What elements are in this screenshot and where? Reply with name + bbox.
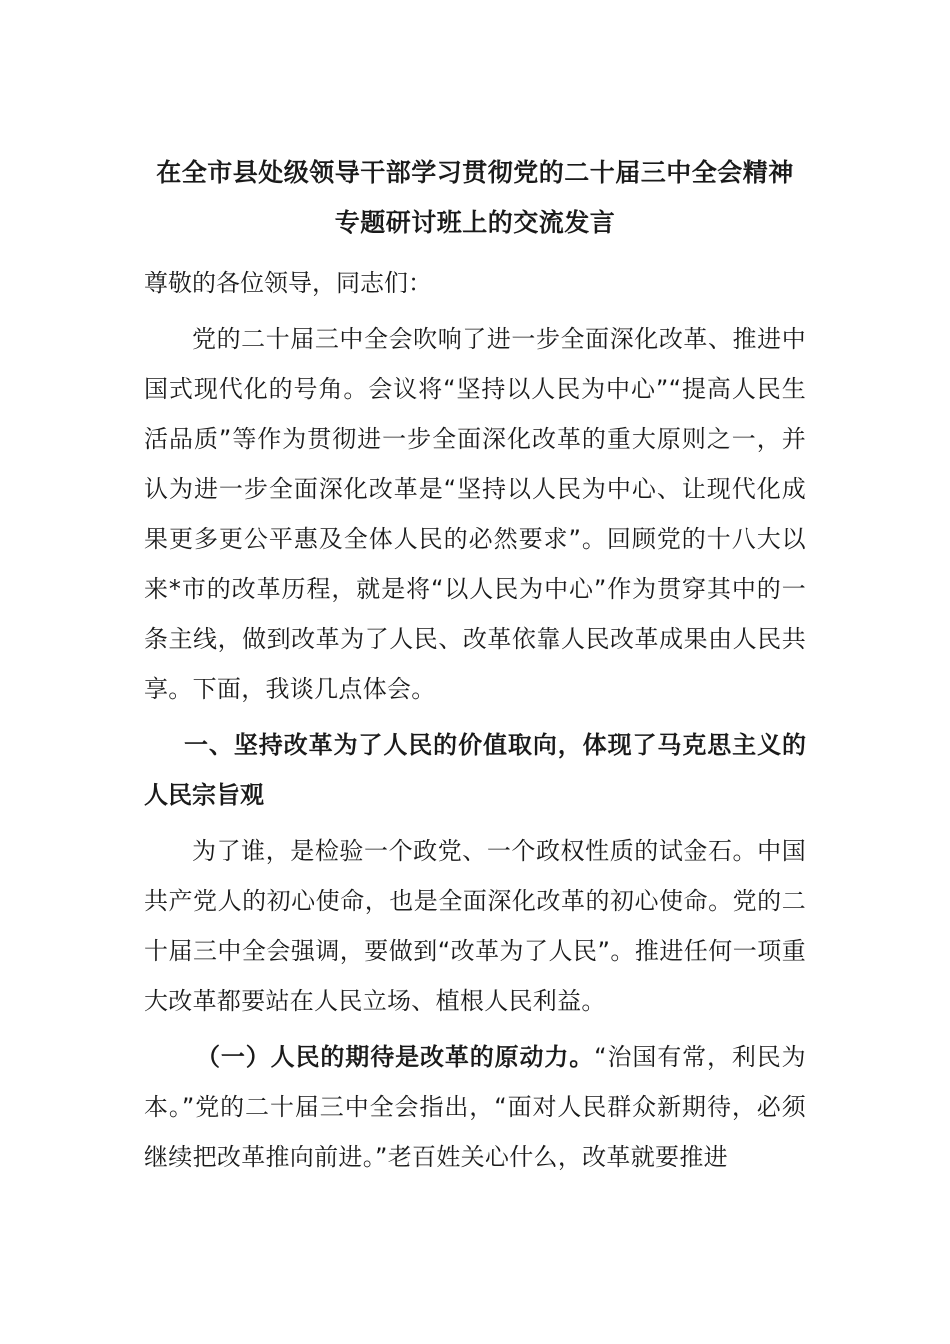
document-title <box>144 148 806 248</box>
intro-paragraph: 党的二十届三中全会吹响了进一步全面深化改革、推进中国式现代化的号角。会议将“坚持以人民为中心”“提高人民生活品质”等作为贯彻进一步全面深化改革的重大原则之一，并认为进一步全面深化改革是“坚持以人民为中心、让现代化成果更多更公平惠及全体人民的必然要求”。回顾党的十八大以来*市的改革历程，就是将“以人民为中心”作为贯穿其中的一条主线，做到改革为了人民、改革依靠人民改革成果由人民共享。下面，我谈几点体会。 <box>144 325 806 703</box>
title-line-2: 专题研讨班上的交流发言 <box>334 208 616 237</box>
subsection-1-paragraph <box>144 1032 806 1182</box>
document-page <box>144 148 806 1182</box>
title-line-1: 在全市县处级领导干部学习贯彻党的二十届三中全会精神 <box>156 158 794 187</box>
subsection-1-text: “治国有常，利民为本。”党的二十届三中全会指出，“面对人民群众新期待，必须继续把改革推向前进。”老百姓关心什么，改革就要推进 <box>144 1043 806 1171</box>
section-1-heading: 一、坚持改革为了人民的价值取向，体现了马克思主义的人民宗旨观 <box>144 731 806 809</box>
subsection-1-lead: （一）人民的期待是改革的原动力。 <box>196 1043 595 1071</box>
section-1-paragraph: 为了谁，是检验一个政党、一个政权性质的试金石。中国共产党人的初心使命，也是全面深化改革的初心使命。党的二十届三中全会强调，要做到“改革为了人民”。推进任何一项重大改革都要站在人民立场、植根人民利益。 <box>144 837 806 1015</box>
salutation: 尊敬的各位领导，同志们： <box>144 269 432 297</box>
